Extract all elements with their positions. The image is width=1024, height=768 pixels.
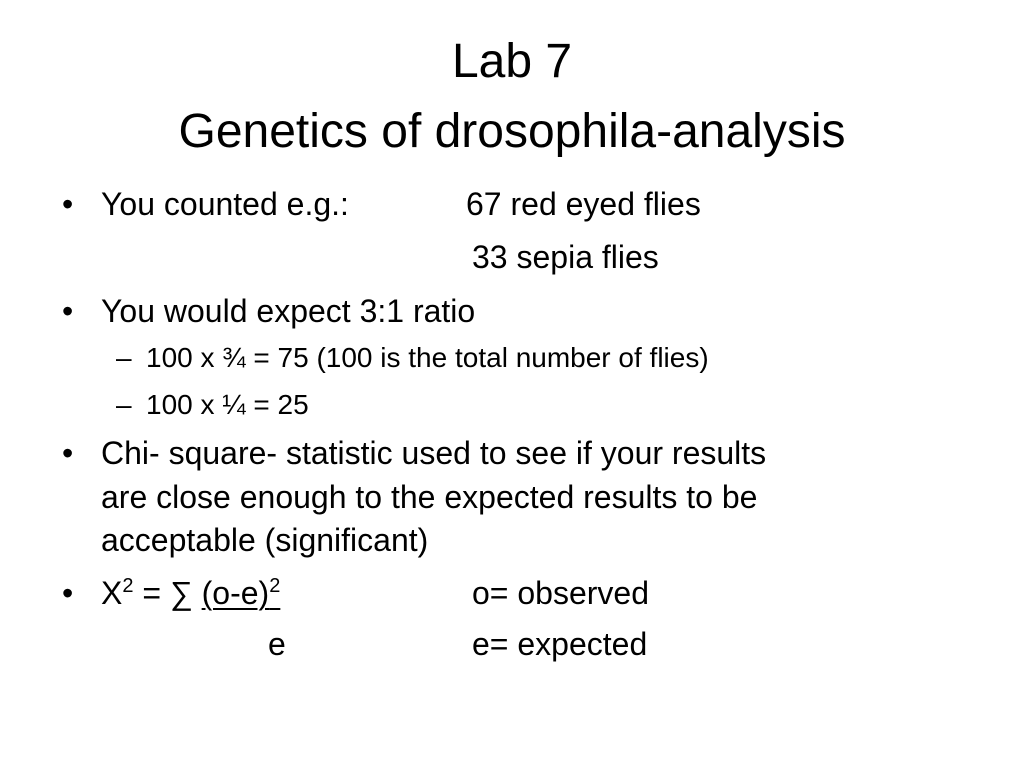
bullet-expect-ratio: You would expect 3:1 ratio: [101, 293, 476, 329]
formula-denominator: e: [268, 626, 286, 662]
chi-square-line-1: Chi- square- statistic used to see if your results: [101, 435, 767, 471]
dash-marker: –: [116, 389, 132, 420]
chi-square-line-3: acceptable (significant): [101, 522, 429, 558]
bullet-counted-label: You counted e.g.:: [101, 186, 349, 222]
formula-x-superscript: 2: [122, 575, 134, 597]
bullet-marker: •: [62, 575, 74, 611]
bullet-marker: •: [62, 293, 74, 329]
legend-observed: o= observed: [472, 575, 650, 611]
chi-square-formula: [101, 577, 280, 609]
sub-item-three-quarters: 100 x ¾ = 75 (100 is the total number of flies): [146, 342, 709, 373]
legend-expected: e= expected: [472, 626, 648, 662]
dash-marker: –: [116, 342, 132, 373]
bullet-marker: •: [62, 186, 74, 222]
formula-numerator: [202, 575, 281, 611]
bullet-marker: •: [62, 435, 74, 471]
count-sepia: 33 sepia flies: [472, 239, 659, 275]
slide-title-line-1: Lab 7: [451, 35, 573, 88]
formula-numerator-text: (o-e): [201, 575, 270, 611]
chi-square-line-2: are close enough to the expected results to be: [101, 479, 758, 515]
formula-equals-sum: = ∑: [133, 575, 202, 611]
sub-item-one-quarter: 100 x ¼ = 25: [146, 389, 309, 420]
count-red-eyed: 67 red eyed flies: [466, 186, 701, 222]
formula-numerator-superscript: 2: [269, 575, 281, 597]
formula-x: X: [101, 575, 123, 611]
slide-title-line-2: Genetics of drosophila-analysis: [178, 105, 846, 158]
